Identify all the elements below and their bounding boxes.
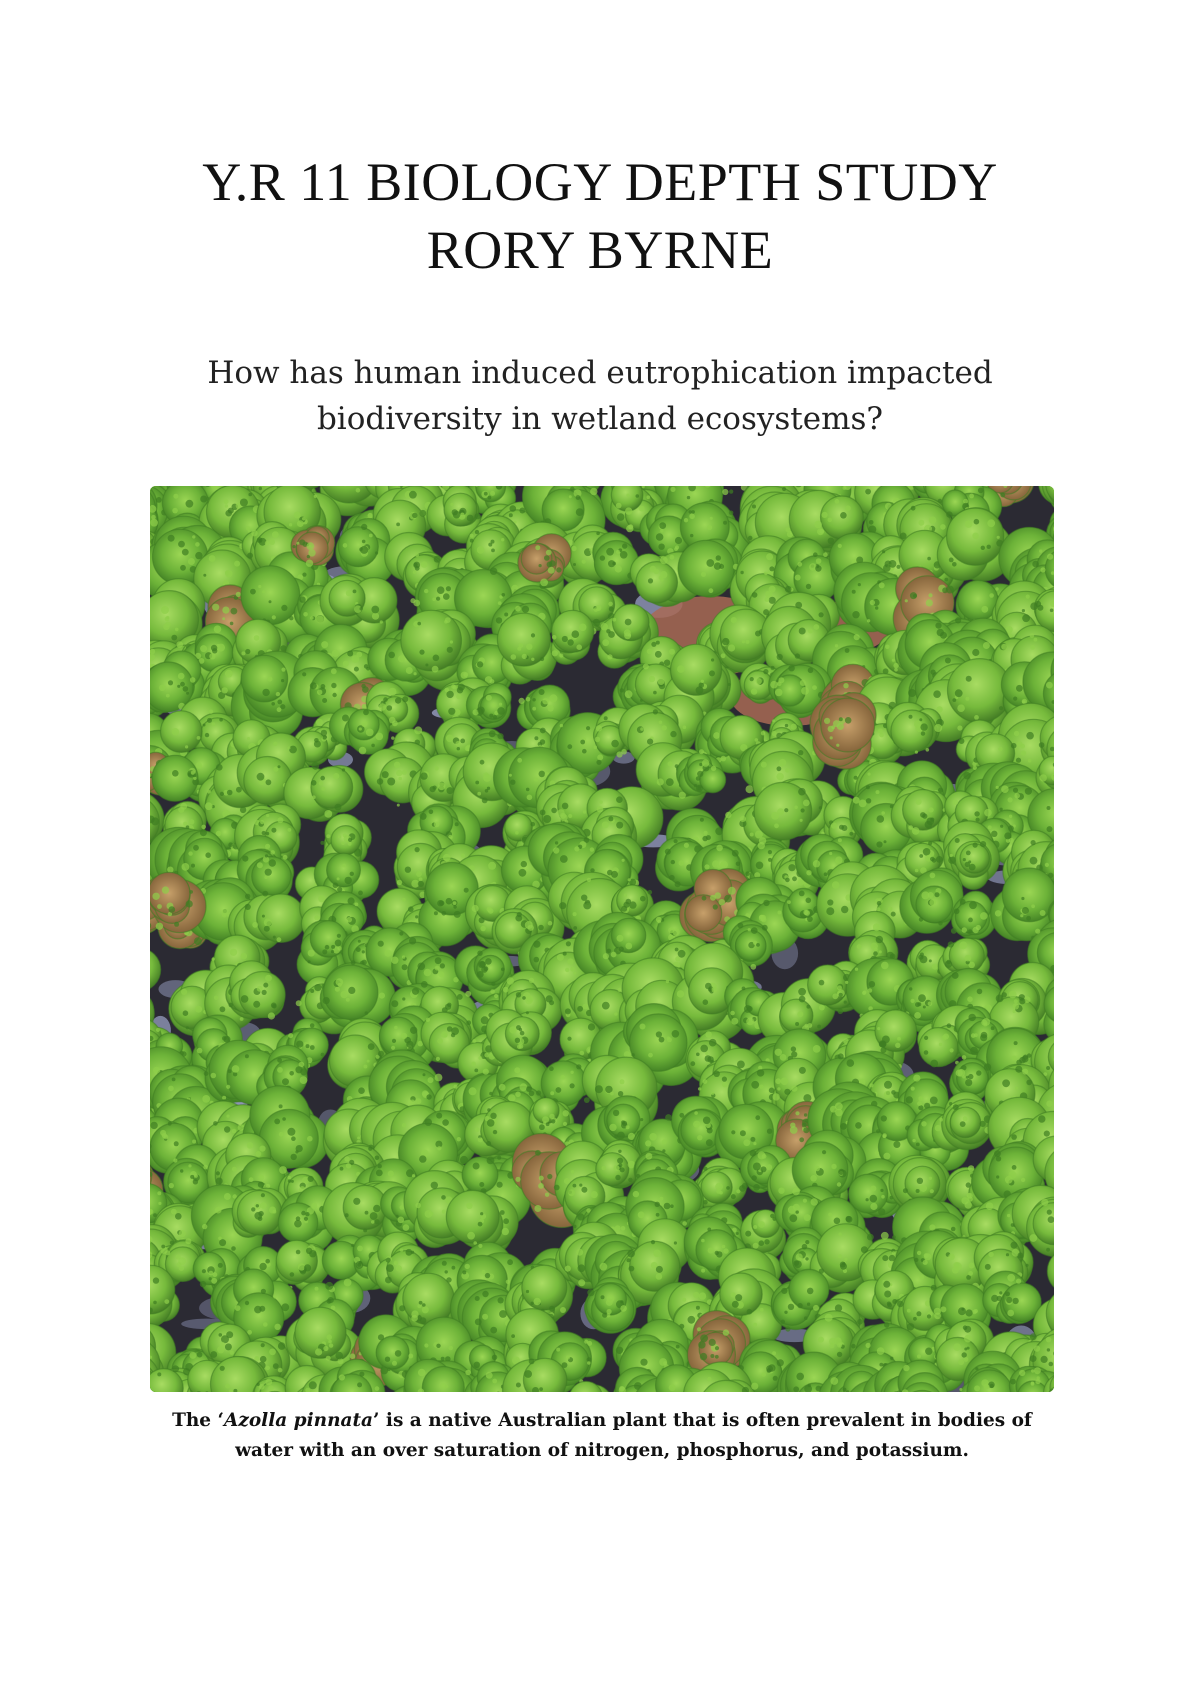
azolla-photo-graphic <box>150 486 1054 1392</box>
research-question-line-1: How has human induced eutrophication impacted <box>207 355 993 391</box>
title-line-1: Y.R 11 BIOLOGY DEPTH STUDY <box>202 152 998 212</box>
title-line-2: RORY BYRNE <box>426 220 774 280</box>
caption-species: Azolla pinnata <box>223 1410 374 1431</box>
caption-prefix: The ‘ <box>172 1410 224 1431</box>
figure-caption <box>160 1406 1044 1466</box>
frond-cluster <box>810 693 876 770</box>
caption-suffix: ’ is a native Australian plant that is often prevalent in bodies of water with an over saturation of nitrogen, phosphorus, and potassium. <box>235 1410 1032 1461</box>
azolla-photo <box>150 486 1054 1392</box>
research-question-line-2: biodiversity in wetland ecosystems? <box>316 401 884 437</box>
document-title <box>0 148 1200 284</box>
research-question <box>0 350 1200 442</box>
